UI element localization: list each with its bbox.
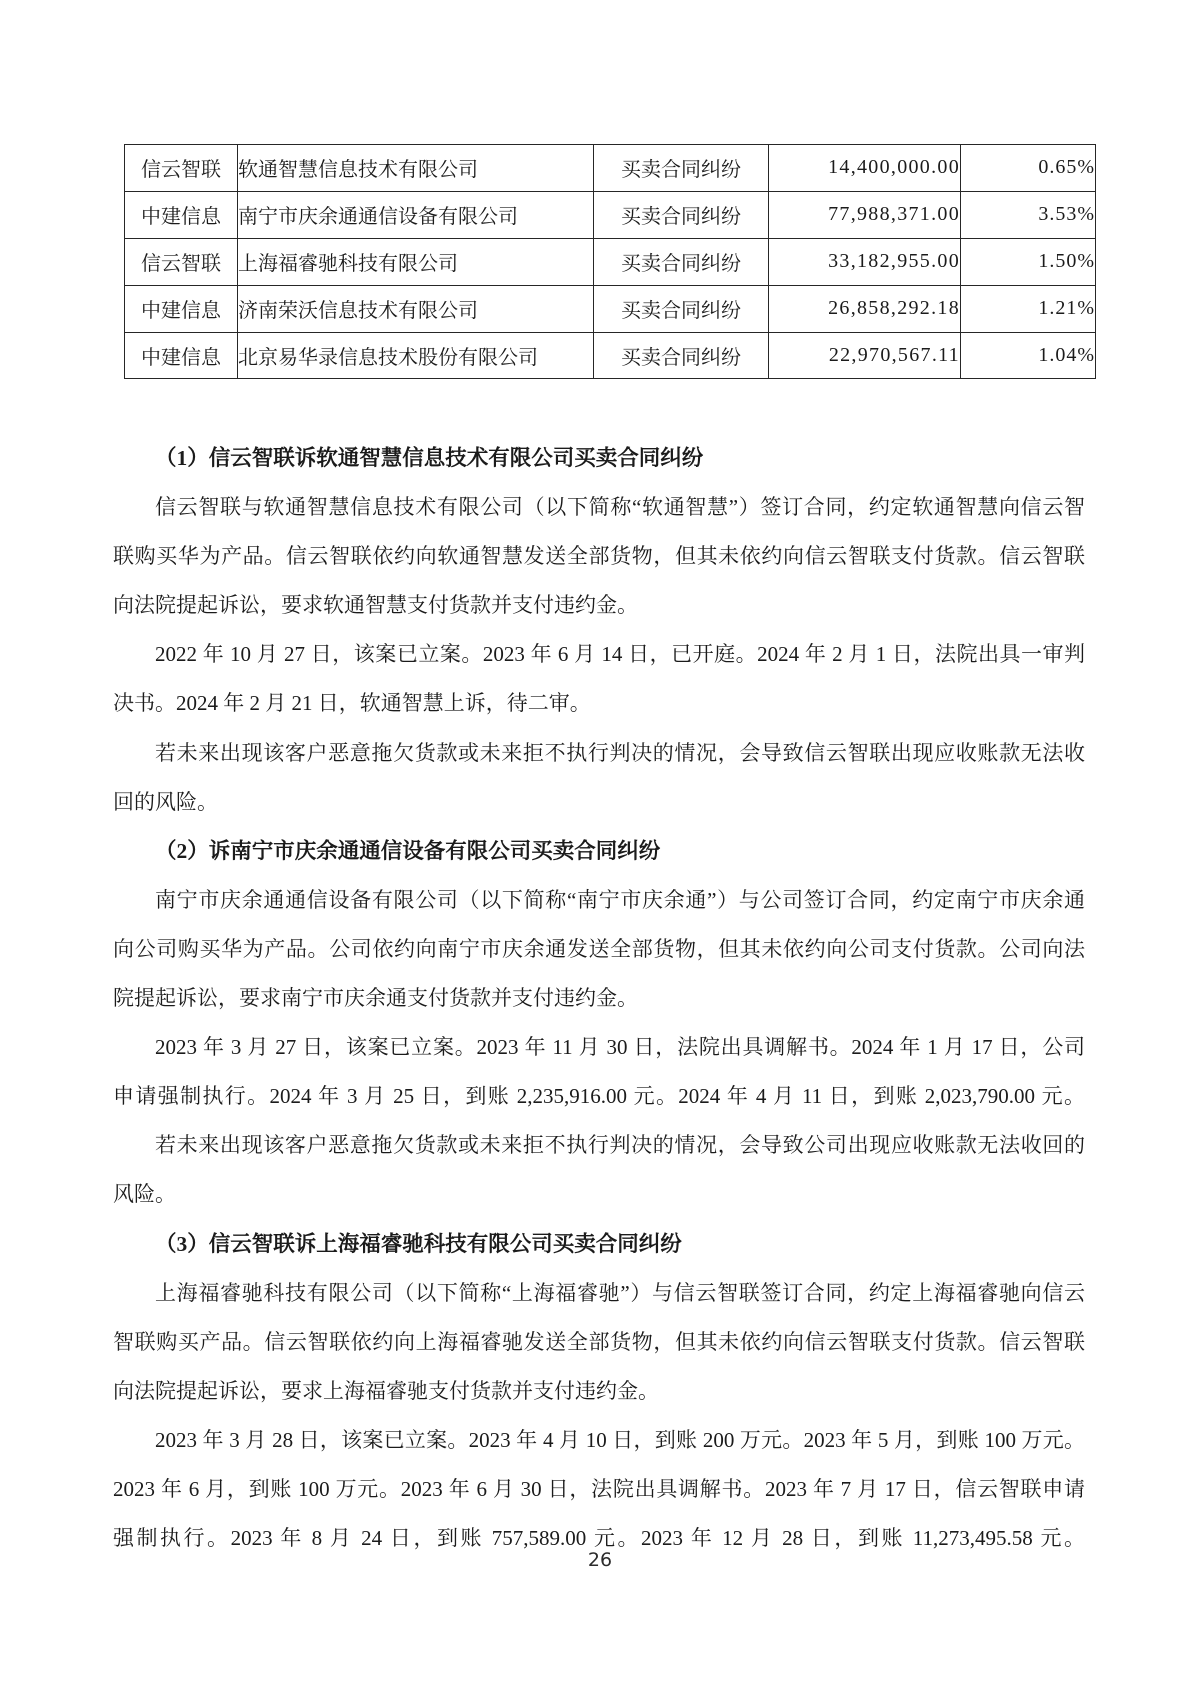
- amount-cell: 22,970,567.11: [769, 332, 961, 379]
- case-type-cell: 买卖合同纠纷: [594, 238, 769, 285]
- paragraph-line: 强制执行。2023 年 8 月 24 日，到账 757,589.00 元。2023 年 12 月 28 日，到账 11,273,495.58 元。: [113, 1526, 1085, 1551]
- ratio-cell: 0.65%: [961, 145, 1096, 192]
- paragraph-line: 若未来出现该客户恶意拖欠货款或未来拒不执行判决的情况，会导致信云智联出现应收账款无法收: [155, 740, 1085, 765]
- paragraph-line: 向公司购买华为产品。公司依约向南宁市庆余通发送全部货物，但其未依约向公司支付货款。公司向法: [113, 936, 1085, 961]
- paragraph-line: 回的风险。: [113, 789, 218, 814]
- ratio-cell: 1.04%: [961, 332, 1096, 379]
- paragraph-line: 2022 年 10 月 27 日，该案已立案。2023 年 6 月 14 日，已开庭。2024 年 2 月 1 日，法院出具一审判: [155, 642, 1085, 667]
- paragraph-line: 决书。2024 年 2 月 21 日，软通智慧上诉，待二审。: [113, 691, 591, 716]
- amount-cell: 77,988,371.00: [769, 191, 961, 238]
- table-row: [125, 332, 1096, 379]
- paragraph-line: 信云智联与软通智慧信息技术有限公司（以下简称“软通智慧”）签订合同，约定软通智慧向信云智: [155, 495, 1085, 520]
- paragraph-line: 2023 年 3 月 27 日，该案已立案。2023 年 11 月 30 日，法院出具调解书。2024 年 1 月 17 日，公司: [155, 1035, 1085, 1060]
- ratio-cell: 3.53%: [961, 191, 1096, 238]
- paragraph-line: 2023 年 6 月，到账 100 万元。2023 年 6 月 30 日，法院出具调解书。2023 年 7 月 17 日，信云智联申请: [113, 1476, 1085, 1501]
- paragraph-line: 2023 年 3 月 28 日，该案已立案。2023 年 4 月 10 日，到账 200 万元。2023 年 5 月，到账 100 万元。: [155, 1427, 1085, 1452]
- section-heading-1: （1）信云智联诉软通智慧信息技术有限公司买卖合同纠纷: [155, 446, 704, 470]
- paragraph-line: 向法院提起诉讼，要求上海福睿驰支付货款并支付违约金。: [113, 1378, 659, 1403]
- entity-cell: 信云智联: [125, 238, 238, 285]
- case-type-cell: 买卖合同纠纷: [594, 191, 769, 238]
- paragraph-line: 联购买华为产品。信云智联依约向软通智慧发送全部货物，但其未依约向信云智联支付货款。信云智联: [113, 544, 1085, 569]
- counterparty-cell: 济南荣沃信息技术有限公司: [238, 285, 594, 332]
- paragraph-line: 智联购买产品。信云智联依约向上海福睿驰发送全部货物，但其未依约向信云智联支付货款。信云智联: [113, 1329, 1085, 1354]
- entity-cell: 中建信息: [125, 285, 238, 332]
- entity-cell: 中建信息: [125, 191, 238, 238]
- entity-cell: 中建信息: [125, 332, 238, 379]
- counterparty-cell: 南宁市庆余通通信设备有限公司: [238, 191, 594, 238]
- paragraph-line: 院提起诉讼，要求南宁市庆余通支付货款并支付违约金。: [113, 986, 638, 1011]
- section-heading-2: （2）诉南宁市庆余通通信设备有限公司买卖合同纠纷: [155, 838, 661, 863]
- table-row: [125, 191, 1096, 238]
- ratio-cell: 1.50%: [961, 238, 1096, 285]
- counterparty-cell: 软通智慧信息技术有限公司: [238, 145, 594, 192]
- page-number: 26: [587, 1549, 613, 1571]
- section-heading-3: （3）信云智联诉上海福睿驰科技有限公司买卖合同纠纷: [155, 1231, 682, 1256]
- case-type-cell: 买卖合同纠纷: [594, 145, 769, 192]
- ratio-cell: 1.21%: [961, 285, 1096, 332]
- table-row: [125, 285, 1096, 332]
- paragraph-line: 南宁市庆余通通信设备有限公司（以下简称“南宁市庆余通”）与公司签订合同，约定南宁市庆余通: [155, 887, 1085, 912]
- amount-cell: 33,182,955.00: [769, 238, 961, 285]
- paragraph-line: 上海福睿驰科技有限公司（以下简称“上海福睿驰”）与信云智联签订合同，约定上海福睿驰向信云: [155, 1280, 1085, 1305]
- body-text: [113, 434, 1085, 1563]
- amount-cell: 14,400,000.00: [769, 145, 961, 192]
- paragraph-line: 申请强制执行。2024 年 3 月 25 日，到账 2,235,916.00 元。2024 年 4 月 11 日，到账 2,023,790.00 元。: [113, 1084, 1085, 1109]
- disputes-table: [124, 144, 1096, 379]
- case-type-cell: 买卖合同纠纷: [594, 332, 769, 379]
- counterparty-cell: 北京易华录信息技术股份有限公司: [238, 332, 594, 379]
- amount-cell: 26,858,292.18: [769, 285, 961, 332]
- counterparty-cell: 上海福睿驰科技有限公司: [238, 238, 594, 285]
- table-row: [125, 238, 1096, 285]
- case-type-cell: 买卖合同纠纷: [594, 285, 769, 332]
- table-row: [125, 145, 1096, 192]
- paragraph-line: 风险。: [113, 1182, 176, 1207]
- paragraph-line: 向法院提起诉讼，要求软通智慧支付货款并支付违约金。: [113, 593, 638, 618]
- paragraph-line: 若未来出现该客户恶意拖欠货款或未来拒不执行判决的情况，会导致公司出现应收账款无法收回的: [155, 1133, 1085, 1158]
- entity-cell: 信云智联: [125, 145, 238, 192]
